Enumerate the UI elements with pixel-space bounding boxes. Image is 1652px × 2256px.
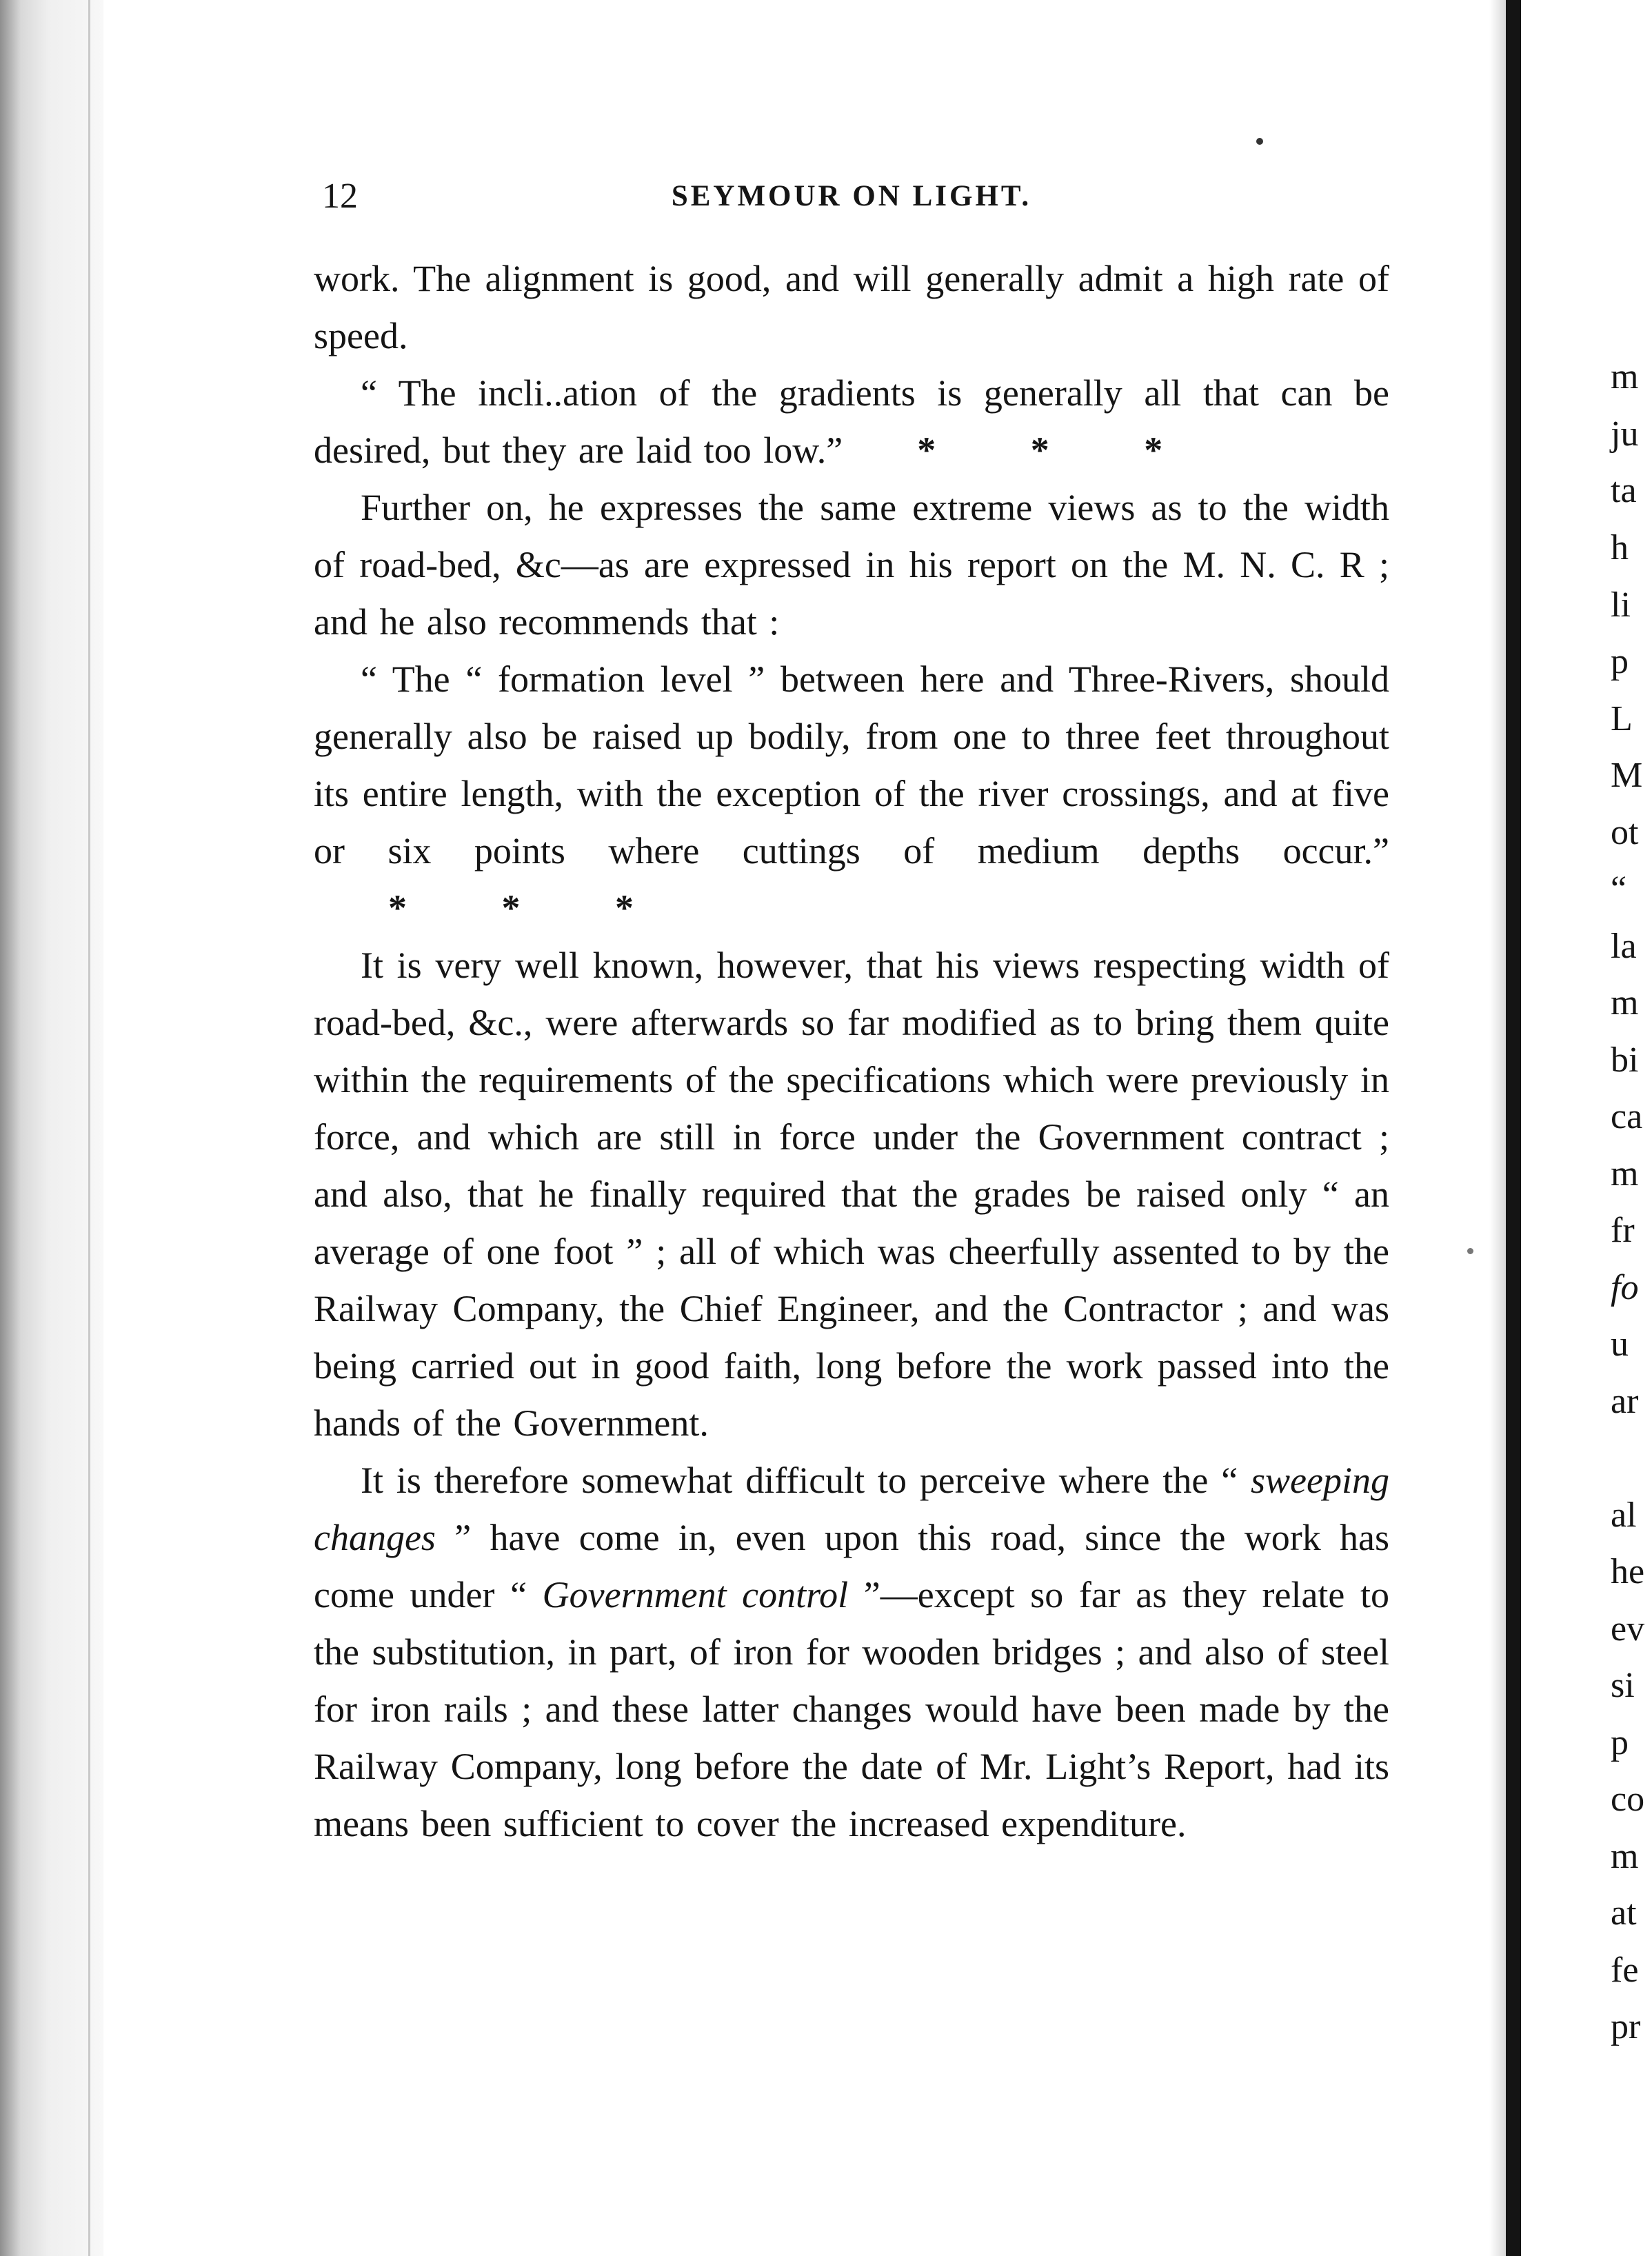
- facing-page-fragment: m: [1611, 983, 1639, 1023]
- facing-page-fragment: pr: [1611, 2007, 1641, 2046]
- facing-page-fragment: p: [1611, 1723, 1629, 1762]
- facing-page-fragment: co: [1611, 1780, 1645, 1819]
- facing-page-fragment: fr: [1611, 1211, 1635, 1250]
- paragraph-6: [314, 1452, 1389, 1853]
- facing-page-fragment: M: [1611, 756, 1643, 795]
- paragraph-1-text: work. The alignment is good, and will generally admit a high rate of speed.: [314, 258, 1389, 356]
- facing-page-fragment: L: [1611, 699, 1633, 738]
- page-edge-line: [88, 0, 90, 2256]
- facing-page-fragment: la: [1611, 927, 1637, 966]
- facing-page-fragment: m: [1611, 357, 1639, 396]
- paragraph-3-text: Further on, he expresses the same extreme views as to the width of road-bed, &c—as are expressed in his report on the M. N. C. R ; and he also recommends that :: [314, 487, 1389, 643]
- facing-page-fragment: m: [1611, 1154, 1639, 1194]
- facing-page-fragment: u: [1611, 1325, 1629, 1364]
- page-header: [314, 169, 1389, 224]
- italic-phrase-sweeping-changes: sweeping changes: [314, 1460, 1389, 1558]
- paragraph-2: [314, 365, 1389, 479]
- facing-page-fragment: ta: [1611, 471, 1637, 510]
- paragraph-1: [314, 250, 1389, 365]
- asterism: * * *: [917, 430, 1205, 471]
- paragraph-5-text: It is very well known, however, that his views respecting width of road-bed, &c., were afterwards so far modified as to bring them quite within the requirements of the specifications which were previously in force, and which are still in force under the Government contract ; and also, that he finally required that the grades be raised only “ an average of one foot ” ; all of which was cheerfully assented to by the Railway Company, the Chief Engineer, and the Contractor ; and was being carried out in good faith, long before the work passed into the hands of the Government.: [314, 945, 1389, 1444]
- print-speck: [1256, 138, 1263, 145]
- body-text: [314, 250, 1389, 1853]
- paragraph-5: [314, 937, 1389, 1452]
- facing-page-fragment: bi: [1611, 1040, 1639, 1080]
- page-number: 12: [322, 177, 358, 216]
- paragraph-4: [314, 651, 1389, 937]
- facing-page-fragment: al: [1611, 1495, 1637, 1535]
- facing-page-fragment: ev: [1611, 1609, 1645, 1649]
- running-head: SEYMOUR ON LIGHT.: [671, 180, 1032, 212]
- paragraph-3: [314, 479, 1389, 651]
- paragraph-2-text: “ The incli..ation of the gradients is generally all that can be desired, but they are laid too low.”: [314, 372, 1389, 471]
- book-page: [314, 169, 1389, 1853]
- facing-page-fragment: he: [1611, 1552, 1645, 1591]
- italic-phrase-government-control: Government control: [542, 1574, 849, 1615]
- book-binding: [1506, 0, 1521, 2256]
- binding-shadow: [1489, 0, 1506, 2256]
- facing-page-fragment: at: [1611, 1893, 1637, 1933]
- facing-page-fragment: h: [1611, 528, 1629, 567]
- facing-page-fragment: li: [1611, 585, 1631, 625]
- paragraph-6-text-middle: ” have come in, even upon this road, since the work has come under “: [314, 1517, 1389, 1615]
- facing-page-fragment: p: [1611, 642, 1629, 681]
- facing-page-fragment: “: [1611, 869, 1627, 909]
- paragraph-4-text: “ The “ formation level ” between here and Three-Rivers, should generally also be raised up bodily, from one to three feet throughout its entire length, with the exception of the river crossings, and at five or six points where cuttings of medium depths occur.”: [314, 658, 1389, 872]
- facing-page-fragment: fe: [1611, 1951, 1639, 1990]
- facing-page-fragment: ju: [1611, 414, 1639, 454]
- paragraph-6-text-after: ”—except so far as they relate to the substitution, in part, of iron for wooden bridges ; and also of steel for iron rails ; and these latter changes would have been made by the Railway Company, long before the date of Mr. Light’s Report, had its means been sufficient to cover the increased expenditure.: [314, 1574, 1390, 1844]
- print-speck: [1467, 1248, 1473, 1254]
- facing-page-fragment: m: [1611, 1837, 1639, 1876]
- facing-page-fragment: ca: [1611, 1097, 1643, 1136]
- facing-page-fragment: ar: [1611, 1382, 1639, 1421]
- facing-page-fragment: si: [1611, 1666, 1635, 1705]
- facing-page-fragment: fo: [1611, 1268, 1639, 1307]
- paragraph-6-text-before: It is therefore somewhat difficult to perceive where the “: [361, 1460, 1251, 1501]
- facing-page-fragment: ot: [1611, 813, 1639, 852]
- asterism: * * *: [388, 887, 675, 929]
